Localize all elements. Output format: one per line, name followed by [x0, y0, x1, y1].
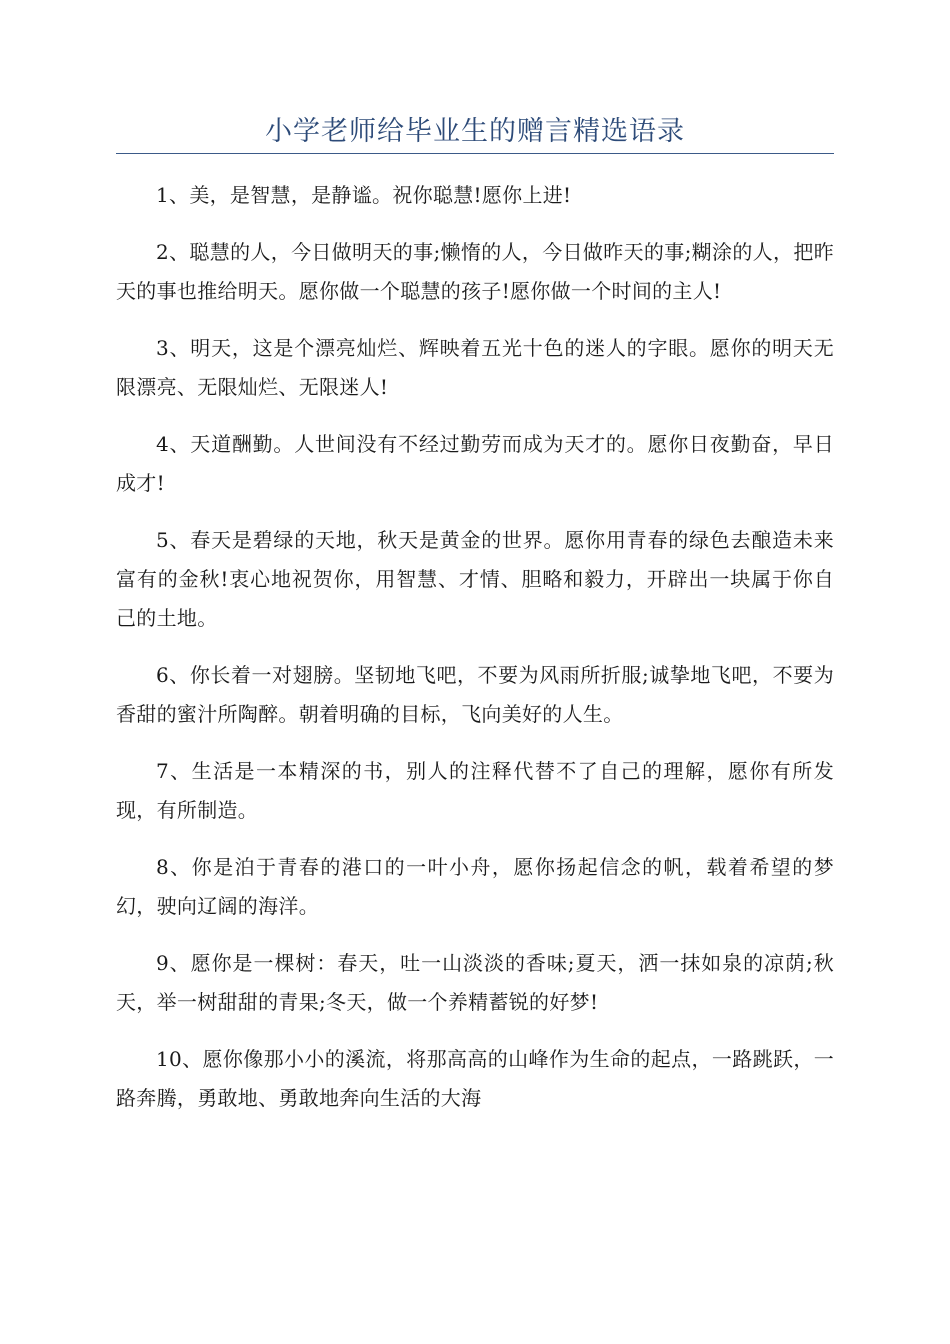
- paragraph-10: 10、愿你像那小小的溪流，将那高高的山峰作为生命的起点，一路跳跃，一路奔腾，勇敢地、勇敢地奔向生活的大海: [116, 1047, 834, 1110]
- document-title: 小学老师给毕业生的赠言精选语录: [265, 116, 685, 147]
- title-underline: [116, 153, 834, 154]
- paragraph-7: 7、生活是一本精深的书，别人的注释代替不了自己的理解，愿你有所发现，有所制造。: [116, 759, 834, 822]
- paragraph-3: 3、明天，这是个漂亮灿烂、辉映着五光十色的迷人的字眼。愿你的明天无限漂亮、无限灿烂、无限迷人!: [116, 336, 834, 399]
- paragraph-5: 5、春天是碧绿的天地，秋天是黄金的世界。愿你用青春的绿色去酿造未来富有的金秋!衷心地祝贺你，用智慧、才情、胆略和毅力，开辟出一块属于你自己的土地。: [116, 528, 834, 630]
- paragraph-2: 2、聪慧的人，今日做明天的事;懒惰的人，今日做昨天的事;糊涂的人，把昨天的事也推给明天。愿你做一个聪慧的孩子!愿你做一个时间的主人!: [116, 240, 834, 303]
- paragraph-6: 6、你长着一对翅膀。坚韧地飞吧，不要为风雨所折服;诚挚地飞吧，不要为香甜的蜜汁所陶醉。朝着明确的目标，飞向美好的人生。: [116, 663, 834, 726]
- document-body: [116, 176, 834, 1136]
- paragraph-1: 1、美，是智慧，是静谧。祝你聪慧!愿你上进!: [156, 183, 572, 207]
- paragraph-4: 4、天道酬勤。人世间没有不经过勤劳而成为天才的。愿你日夜勤奋，早日成才!: [116, 432, 834, 495]
- paragraph-8: 8、你是泊于青春的港口的一叶小舟，愿你扬起信念的帆，载着希望的梦幻，驶向辽阔的海洋。: [116, 855, 834, 918]
- paragraph-9: 9、愿你是一棵树：春天，吐一山淡淡的香味;夏天，洒一抹如泉的凉荫;秋天，举一树甜甜的青果;冬天，做一个养精蓄锐的好梦!: [116, 951, 834, 1014]
